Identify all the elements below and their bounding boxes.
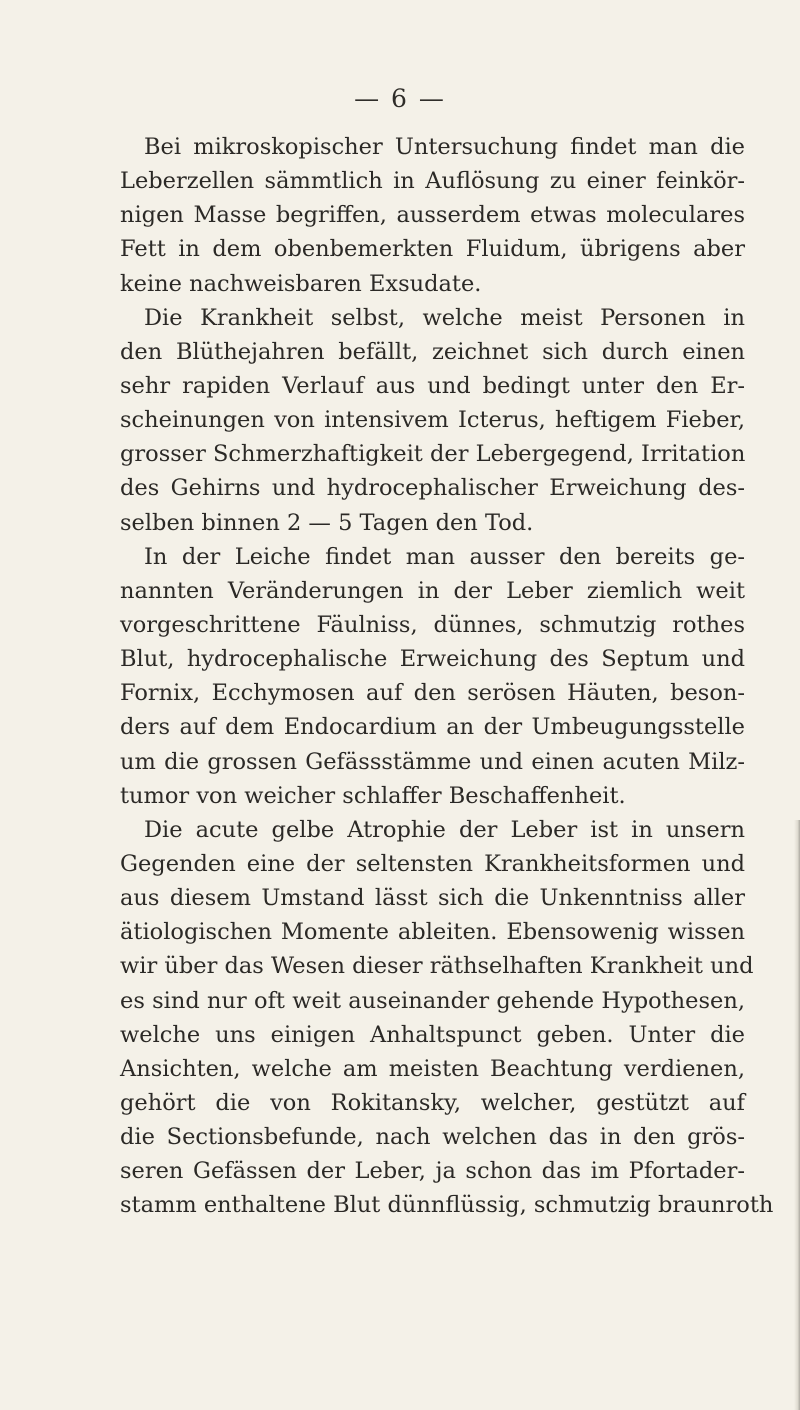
page-number: — 6 — (354, 84, 446, 113)
text-line: die Sectionsbefunde, nach welchen das in den grös- (120, 1124, 745, 1151)
text-line: Blut, hydrocephalische Erweichung des Septum und (120, 646, 745, 673)
page-edge-shadow (794, 820, 800, 1410)
text-line: tumor von weicher schlaffer Beschaffenheit. (120, 782, 626, 809)
text-line: nigen Masse begriffen, ausserdem etwas moleculares (120, 202, 745, 229)
text-line: welche uns einigen Anhaltspunct geben. Unter die (120, 1021, 745, 1048)
text-line: scheinungen von intensivem Icterus, heftigem Fieber, (120, 407, 745, 434)
text-line: Ansichten, welche am meisten Beachtung verdienen, (120, 1055, 745, 1082)
text-line: vorgeschrittene Fäulniss, dünnes, schmutzig rothes (120, 611, 745, 638)
text-line: Die acute gelbe Atrophie der Leber ist in unsern (144, 816, 745, 843)
text-line: es sind nur oft weit auseinander gehende Hypothesen, (120, 987, 745, 1014)
text-line: wir über das Wesen dieser räthselhaften Krankheit und (120, 953, 754, 980)
text-line: ätiologischen Momente ableiten. Ebensowenig wissen (120, 919, 745, 946)
text-line: keine nachweisbaren Exsudate. (120, 270, 482, 297)
text-line: Fornix, Ecchymosen auf den serösen Häuten, beson- (120, 680, 745, 707)
text-line: grosser Schmerzhaftigkeit der Lebergegend, Irritation (120, 441, 746, 468)
text-line: Gegenden eine der seltensten Krankheitsformen und (120, 850, 745, 877)
text-line: Bei mikroskopischer Untersuchung findet man die (144, 134, 745, 160)
text-line: stamm enthaltene Blut dünnflüssig, schmutzig braunroth (120, 1192, 774, 1219)
text-line: aus diesem Umstand lässt sich die Unkenntniss aller (120, 885, 745, 912)
body-text (120, 130, 774, 1223)
text-line: In der Leiche findet man ausser den bereits ge- (144, 543, 745, 570)
text-line: ders auf dem Endocardium an der Umbeugungsstelle (120, 714, 745, 741)
text-line: Die Krankheit selbst, welche meist Personen in (144, 304, 745, 331)
text-line: Fett in dem obenbemerkten Fluidum, übrigens aber (120, 236, 745, 263)
text-line: selben binnen 2 — 5 Tagen den Tod. (120, 509, 534, 536)
text-line: gehört die von Rokitansky, welcher, gestützt auf (120, 1089, 745, 1116)
text-line: sehr rapiden Verlauf aus und bedingt unter den Er- (120, 372, 745, 399)
text-line: um die grossen Gefässstämme und einen acuten Milz- (120, 748, 745, 775)
text-line: des Gehirns und hydrocephalischer Erweichung des- (120, 475, 745, 502)
text-line: den Blüthejahren befällt, zeichnet sich durch einen (120, 338, 745, 365)
text-line: Leberzellen sämmtlich in Auflösung zu einer feinkör- (120, 168, 745, 195)
text-line: nannten Veränderungen in der Leber ziemlich weit (120, 577, 745, 604)
text-line: seren Gefässen der Leber, ja schon das im Pfortader- (120, 1158, 745, 1185)
